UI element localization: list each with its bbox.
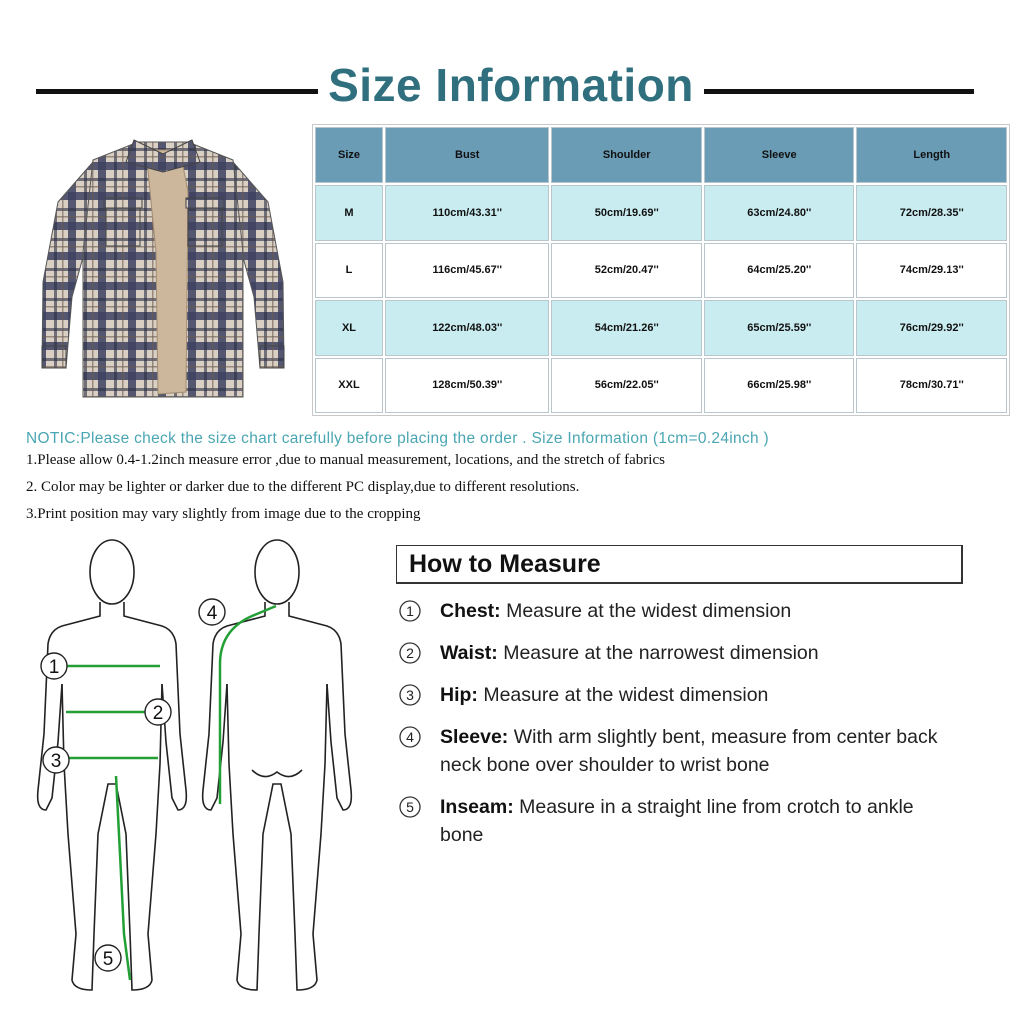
header-sleeve: Sleeve <box>704 127 855 183</box>
measure-label: Hip: <box>440 684 478 706</box>
measure-text: Measure at the narrowest dimension <box>503 642 819 664</box>
number-3-icon <box>398 681 422 709</box>
table-cell: XL <box>315 300 383 356</box>
table-cell: 50cm/19.69'' <box>551 185 702 241</box>
marker-1: 1 <box>48 657 60 678</box>
how-to-measure-header <box>396 545 963 584</box>
title-rule-right <box>704 89 974 94</box>
svg-text:4: 4 <box>406 729 414 745</box>
table-row <box>315 358 1007 414</box>
measure-text: Measure at the widest dimension <box>506 600 792 622</box>
svg-text:5: 5 <box>406 799 414 815</box>
table-cell: 56cm/22.05'' <box>551 358 702 414</box>
table-cell: 66cm/25.98'' <box>704 358 855 414</box>
table-row <box>315 300 1007 356</box>
table-cell: 54cm/21.26'' <box>551 300 702 356</box>
table-cell: 52cm/20.47'' <box>551 243 702 299</box>
marker-5: 5 <box>102 949 114 970</box>
jacket-image <box>38 132 288 408</box>
size-table <box>312 124 1010 416</box>
table-cell: 78cm/30.71'' <box>856 358 1007 414</box>
svg-text:2: 2 <box>406 645 414 661</box>
table-cell: 110cm/43.31'' <box>385 185 549 241</box>
how-to-measure-title: How to Measure <box>409 550 601 578</box>
marker-3: 3 <box>50 751 62 772</box>
table-cell: 64cm/25.20'' <box>704 243 855 299</box>
header-bust: Bust <box>385 127 549 183</box>
table-cell: 74cm/29.13'' <box>856 243 1007 299</box>
table-header-row <box>315 127 1007 183</box>
table-cell: M <box>315 185 383 241</box>
table-cell: 65cm/25.59'' <box>704 300 855 356</box>
table-cell: L <box>315 243 383 299</box>
header-size: Size <box>315 127 383 183</box>
measure-text: With arm slightly bent, measure from center back neck bone over shoulder to wrist bone <box>440 726 938 776</box>
note-1: 1.Please allow 0.4-1.2inch measure error ,due to manual measurement, locations, and the stretch of fabrics <box>26 452 665 468</box>
table-cell: 116cm/45.67'' <box>385 243 549 299</box>
header-shoulder: Shoulder <box>551 127 702 183</box>
title-row <box>36 58 976 118</box>
table-cell: 128cm/50.39'' <box>385 358 549 414</box>
number-5-icon <box>398 793 422 821</box>
measure-label: Inseam: <box>440 796 514 818</box>
measurement-figures <box>24 534 384 1004</box>
table-cell: 76cm/29.92'' <box>856 300 1007 356</box>
svg-text:1: 1 <box>406 603 414 619</box>
marker-4: 4 <box>206 603 218 624</box>
note-3: 3.Print position may vary slightly from image due to the cropping <box>26 506 421 522</box>
measure-text: Measure in a straight line from crotch to ankle bone <box>440 796 914 846</box>
size-notice: NOTIC:Please check the size chart carefully before placing the order . Size Information (1cm=0.24inch ) <box>26 430 769 447</box>
title-rule-left <box>36 89 318 94</box>
table-cell: 122cm/48.03'' <box>385 300 549 356</box>
table-cell: 63cm/24.80'' <box>704 185 855 241</box>
marker-2: 2 <box>152 703 164 724</box>
number-2-icon <box>398 639 422 667</box>
measure-label: Chest: <box>440 600 501 622</box>
note-2: 2. Color may be lighter or darker due to the different PC display,due to different resolutions. <box>26 479 580 495</box>
svg-text:3: 3 <box>406 687 414 703</box>
table-row <box>315 185 1007 241</box>
measure-text: Measure at the widest dimension <box>483 684 769 706</box>
table-cell: 72cm/28.35'' <box>856 185 1007 241</box>
measure-label: Waist: <box>440 642 498 664</box>
number-1-icon <box>398 597 422 625</box>
table-cell: XXL <box>315 358 383 414</box>
number-4-icon <box>398 723 422 751</box>
header-length: Length <box>856 127 1007 183</box>
page-title: Size Information <box>328 59 694 111</box>
table-row <box>315 243 1007 299</box>
measure-label: Sleeve: <box>440 726 509 748</box>
